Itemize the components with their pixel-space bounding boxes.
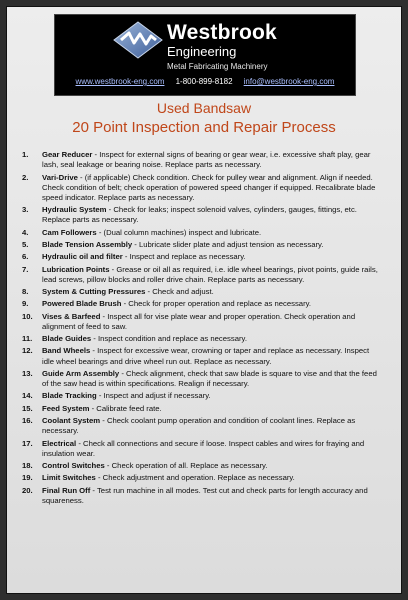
item-number: 6.	[22, 252, 29, 262]
item-label: Electrical	[42, 438, 77, 448]
list-item	[22, 312, 382, 332]
item-number: 1.	[22, 150, 29, 159]
item-description: - Inspect and adjust if necessary.	[96, 391, 211, 401]
item-label: Lubrication Points	[42, 264, 110, 274]
item-label: System & Cutting Pressures	[42, 287, 146, 297]
item-label: Gear Reducer	[42, 150, 93, 159]
item-label: Cam Followers	[42, 227, 97, 237]
item-number: 18.	[22, 461, 33, 471]
list-item	[22, 369, 382, 389]
item-number: 8.	[22, 287, 29, 297]
list-item	[22, 240, 382, 250]
list-item	[22, 287, 382, 297]
item-label: Control Switches	[42, 461, 105, 471]
item-label: Hydraulic oil and filter	[42, 252, 123, 262]
item-description: - Inspect all for vise plate wear and proper operation. Check operation and alignment of feed to saw.	[42, 311, 356, 331]
item-label: Coolant System	[42, 416, 101, 426]
brand-name: Westbrook	[167, 21, 277, 44]
list-item	[22, 473, 382, 483]
item-description: - (Dual column machines) inspect and lubricate.	[96, 227, 262, 237]
item-number: 13.	[22, 368, 33, 378]
brand-subtitle: Engineering	[167, 44, 237, 59]
list-item	[22, 173, 382, 204]
item-description: - Inspect for excessive wear, crowning or taper and replace as necessary. Inspect idle wheel bearings and drive wheel run out. Replace as necessary.	[42, 346, 370, 366]
item-number: 16.	[22, 416, 33, 426]
item-number: 7.	[22, 264, 29, 274]
phone-number: 1-800-899-8182	[175, 77, 233, 86]
list-item	[22, 404, 382, 414]
page-title: Used Bandsaw	[156, 100, 252, 116]
list-item	[22, 252, 382, 262]
item-description: - Calibrate feed rate.	[89, 403, 162, 413]
item-description: - Check for leaks; inspect solenoid valves, cylinders, gauges, fittings, etc. Replace parts as necessary.	[42, 205, 357, 225]
company-tagline: Metal Fabricating Machinery	[167, 62, 268, 71]
item-label: Powered Blade Brush	[42, 299, 122, 309]
item-number: 5.	[22, 240, 29, 249]
list-item	[22, 334, 382, 344]
company-header	[54, 14, 356, 96]
westbrook-logo-icon	[113, 21, 163, 59]
item-description: - Test run machine in all modes. Test cut and check parts for length accuracy and squareness.	[42, 485, 368, 505]
item-description: - Inspect for external signs of bearing or gear wear, i.e. excessive shaft play, gear lash, seal leakage or bearing noise. Replace parts as necessary.	[42, 150, 371, 170]
item-number: 4.	[22, 227, 29, 237]
item-number: 12.	[22, 346, 33, 356]
inspection-list	[22, 150, 382, 508]
list-item	[22, 299, 382, 309]
item-description: - Check operation of all. Replace as necessary.	[104, 461, 268, 471]
list-item	[22, 486, 382, 506]
list-item	[22, 265, 382, 285]
item-label: Band Wheels	[42, 346, 91, 356]
contact-line	[55, 77, 355, 86]
item-description: - Lubricate slider plate and adjust tension as necessary.	[132, 240, 324, 249]
item-number: 20.	[22, 485, 33, 495]
item-label: Limit Switches	[42, 473, 96, 483]
item-label: Vises & Barfeed	[42, 311, 101, 321]
item-number: 11.	[22, 334, 33, 344]
item-label: Blade Tension Assembly	[42, 240, 133, 249]
item-description: - Inspect and replace as necessary.	[122, 252, 246, 262]
item-description: - Check for proper operation and replace as necessary.	[121, 299, 312, 309]
item-label: Hydraulic System	[42, 205, 107, 215]
item-label: Vari-Drive	[42, 172, 78, 182]
item-description: - (if applicable) Check condition. Check for pulley wear and alignment. Align if needed. Check condition of belt; check operation of powered speed changer if equipped. Recalibrate blade speed indicator. Replace parts as necessary.	[42, 172, 376, 202]
item-description: - Check alignment, check that saw blade is square to vise and that the feed of the saw head is within specifications. Realign if necessary.	[42, 368, 377, 389]
item-label: Final Run Off	[42, 485, 91, 495]
item-description: - Check all connections and secure if loose. Inspect cables and wires for fraying and insulation wear.	[42, 438, 365, 458]
item-number: 15.	[22, 403, 33, 413]
website-link[interactable]: www.westbrook-eng.com	[75, 77, 165, 86]
item-number: 17.	[22, 438, 33, 448]
item-label: Guide Arm Assembly	[42, 368, 120, 378]
item-number: 2.	[22, 172, 29, 182]
item-number: 19.	[22, 473, 33, 483]
item-description: - Grease or oil all as required, i.e. idle wheel bearings, pivot points, guide rails, lead screws, pillow blocks and roller drive chain. Replace parts as necessary.	[42, 264, 378, 284]
item-label: Blade Guides	[42, 334, 92, 344]
item-label: Blade Tracking	[42, 391, 97, 401]
list-item	[22, 461, 382, 471]
page-subtitle: 20 Point Inspection and Repair Process	[72, 119, 336, 136]
item-number: 14.	[22, 391, 33, 401]
list-item	[22, 346, 382, 366]
item-number: 10.	[22, 311, 33, 321]
list-item	[22, 439, 382, 459]
item-description: - Check adjustment and operation. Replace as necessary.	[95, 473, 295, 483]
list-item	[22, 205, 382, 225]
item-label: Feed System	[42, 403, 90, 413]
list-item	[22, 391, 382, 401]
item-description: - Check coolant pump operation and condition of coolant lines. Replace as necessary.	[42, 416, 356, 436]
item-description: - Check and adjust.	[145, 287, 214, 297]
email-link[interactable]: info@westbrook-eng.com	[243, 77, 335, 86]
list-item	[22, 228, 382, 238]
item-number: 9.	[22, 299, 29, 309]
item-number: 3.	[22, 205, 29, 215]
item-description: - Inspect condition and replace as necessary.	[91, 334, 247, 344]
list-item	[22, 150, 382, 170]
list-item	[22, 416, 382, 436]
